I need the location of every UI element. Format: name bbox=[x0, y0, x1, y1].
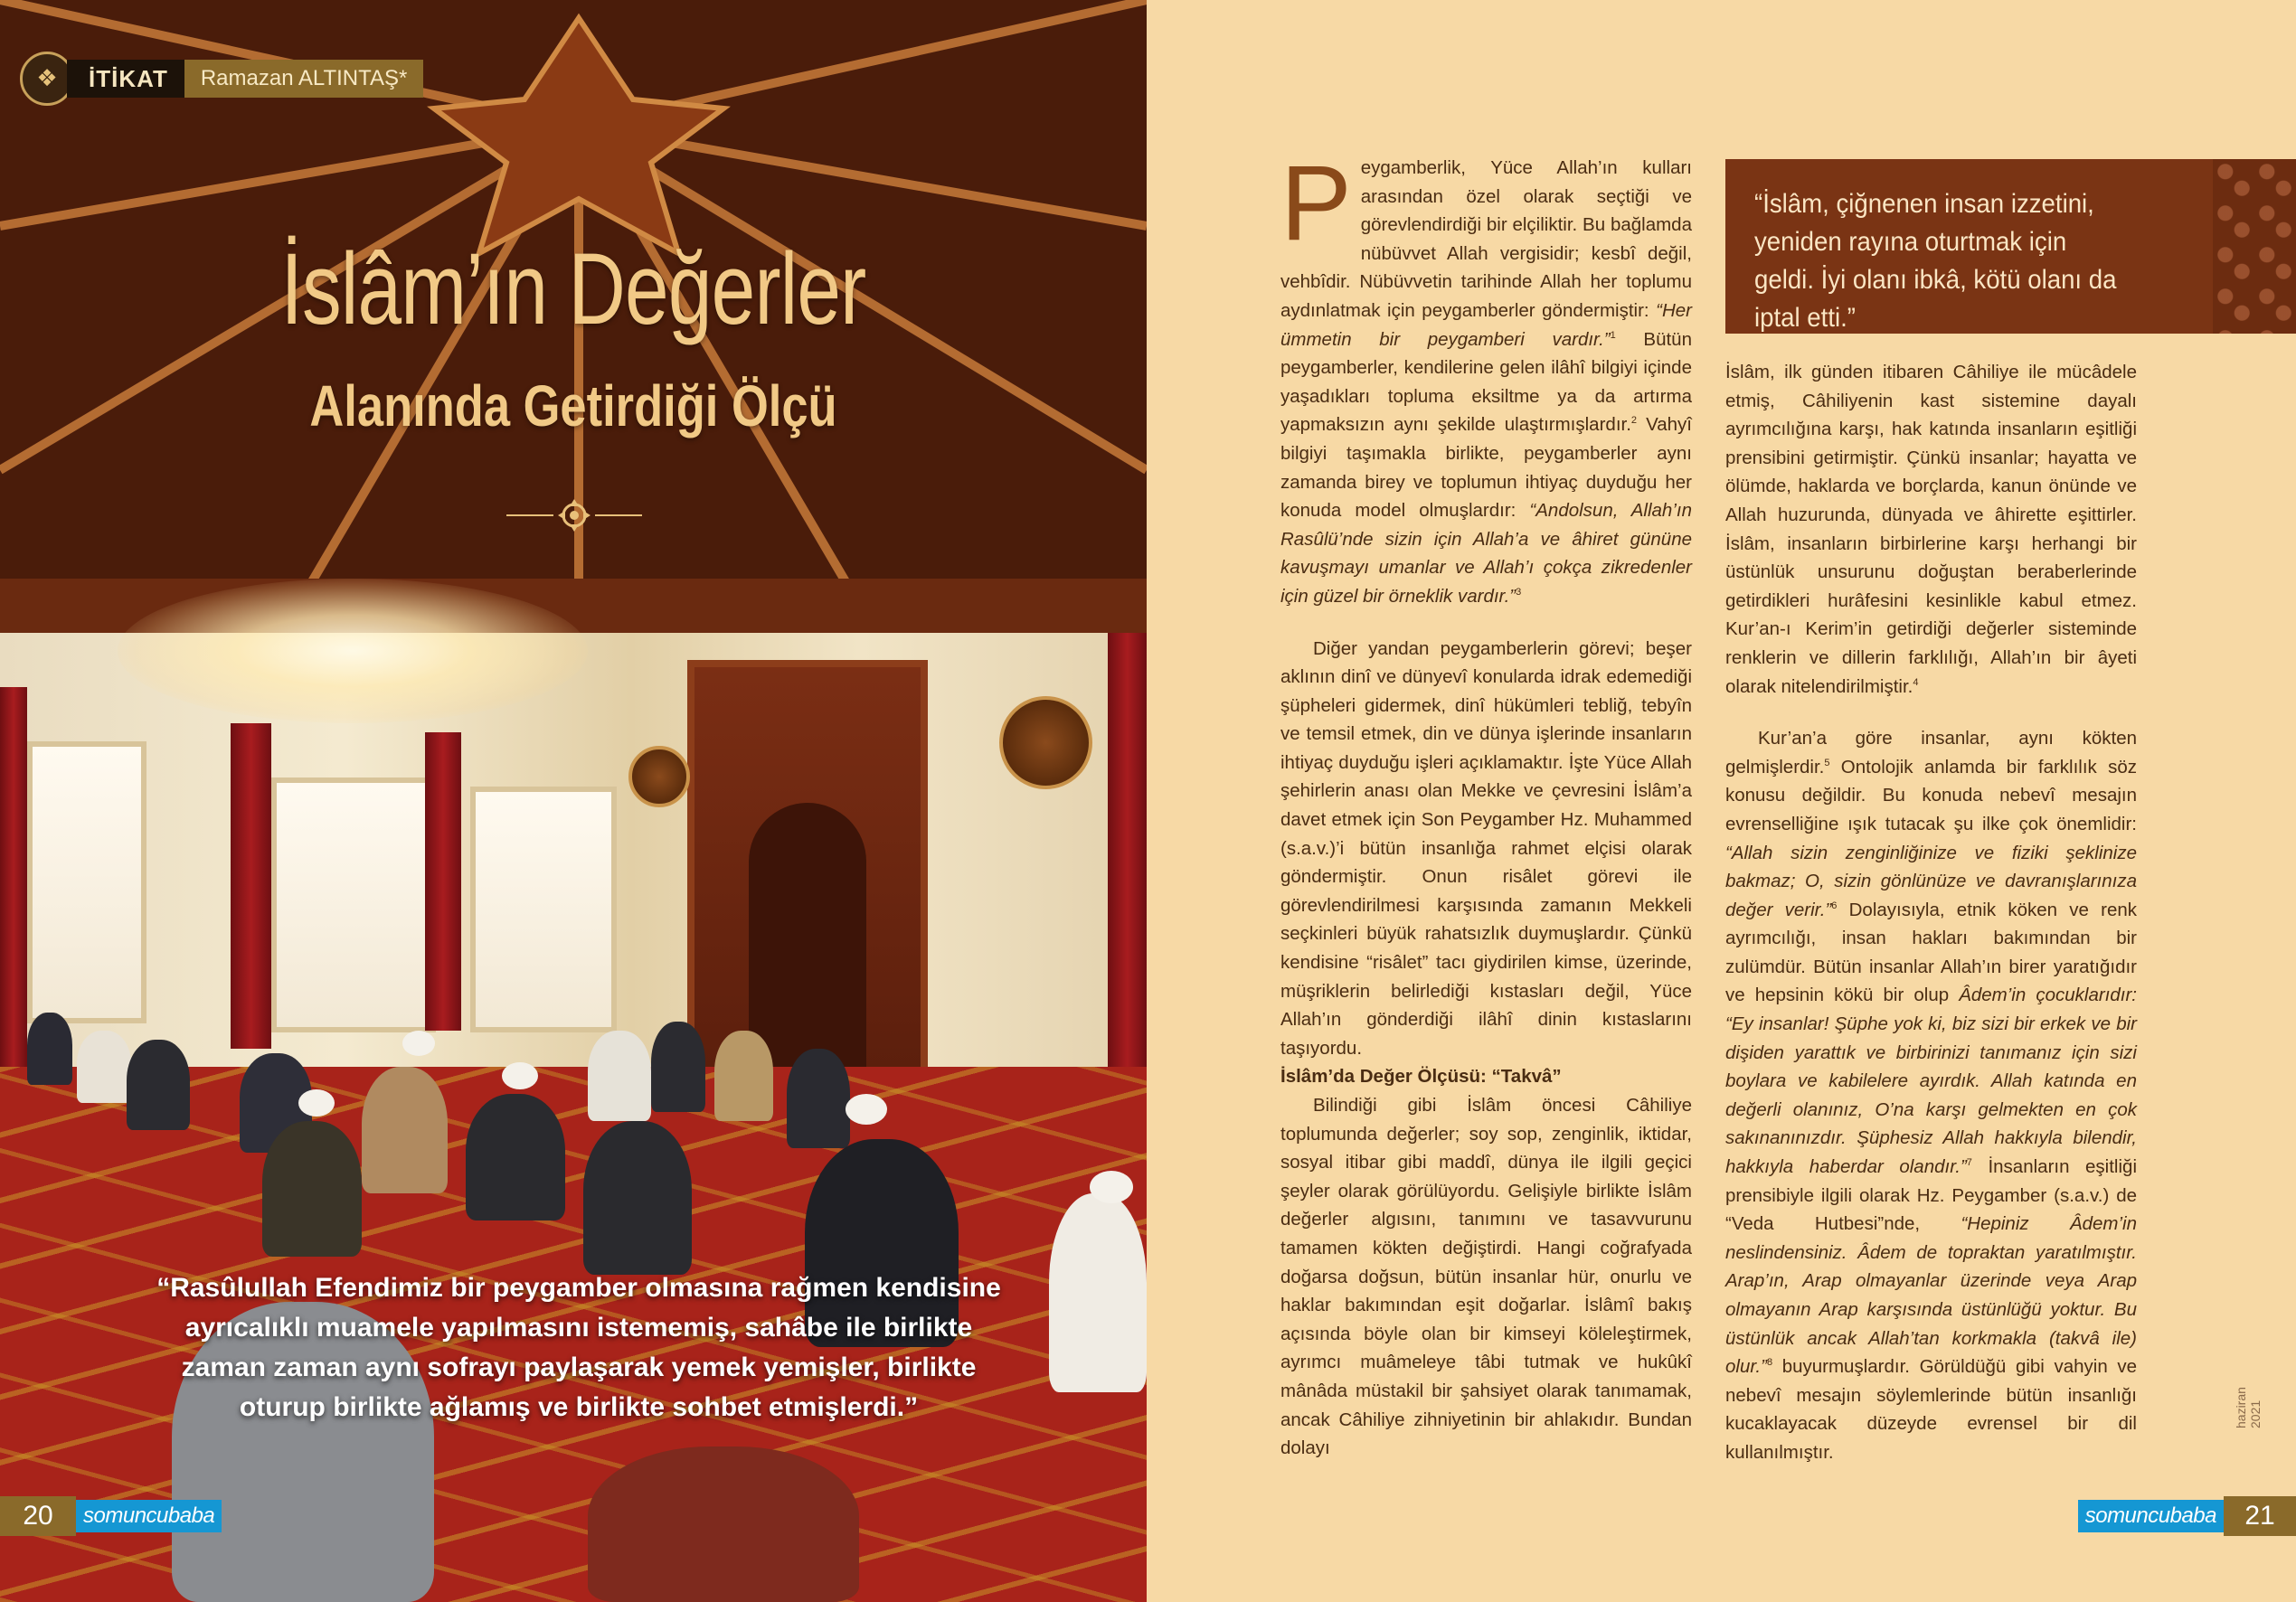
worshipper bbox=[127, 1040, 190, 1130]
paragraph: Diğer yandan peygamberlerin görevi; beşer aklının dinî ve dünyevî konularda idrak edemediği şüpheleri gidermek, dinî hükümleri tebliğ, tebyîn ve temsil etmek, din ve dünya işlerinde insanların ihtiyaç duyduğu işleri açıklamaktır. İşte Yüce Allah şehirlerin anası olan Mekke ve çevresini İslâm’a davet etmek için Son Peygamber Hz. Muhammed (s.a.v.)’i bütün insanlığa rahmet elçisi olarak göndermiştir. Onun risâlet görevi ile görevlendirilmesi karşısında zamanın Mekkeli seçkinleri büyük rahatsızlık duymuşlardır. Çünkü kendisine “risâlet” tacı giydirilen kimse, üzerinde, müşriklerin belirlediği kıstasları değil, Yüce Allah’ın gönderdiği ilâhî dinin kıstaslarını taşıyordu. bbox=[1280, 637, 1692, 1059]
worshipper bbox=[588, 1031, 651, 1121]
footer-left bbox=[0, 1496, 222, 1536]
window bbox=[470, 787, 617, 1032]
article-column-1: Peygamberlik, Yüce Allah’ın kulları arasından özel olarak seçtiği ve görevlendirdiği bir elçiliktir. Bu bağlamda nübüvvet Allah vergisidir; kesbî değil, vehbîdir. Nübüvvetin tarihinde Allah her toplumu aydınlatmak için peygamberler göndermiştir: “Her ümmetin bir peygamberi vardır.”$^1$ Bütün peygamberler, kendilerine gelen ilâhî bilgiyi içinde yaşadıkları topluma eksiltme ya da artırma yapmaksızın aynı şekilde ulaştırmışlardır.$^2$ Vahyî bilgiyi taşımakla birlikte, peygamberler aynı zamanda birey ve toplumun ihtiyaç duyduğu her konuda model olmuşlardır: “Andolsun, Allah’ın Rasûlü’nde sizin için Allah’a ve âhiret gününe kavuşmayı umanlar ve Allah’ı çokça zikredenler için güzel bir örneklik vardır.”$^3$ Diğer yandan peygamberlerin görevi; beşer aklının dinî ve dünyevî konularda idrak edemediği şüpheleri gidermek, dinî hükümleri tebliğ, tebyîn ve temsil etmek, din ve dünya işlerinde insanların ihtiyaç duyduğu işleri açıklamaktır. İşte Yüce Allah şehirlerin anası olan Mekke ve çevresini İslâm’a davet etmek için Son Peygamber Hz. Muhammed (s.a.v.)’i bütün insanlığa rahmet elçisi olarak göndermiştir. Onun risâlet görevi ile görevlendirilmesi karşısında zamanın Mekkeli seçkinleri büyük rahatsızlık duymuşlardır. Çünkü kendisine “risâlet” tacı giydirilen kimse, üzerinde, müşriklerin belirlediği kıstasları değil, Yüce Allah’ın gönderdiği ilâhî dinin kıstaslarını taşıyordu. İslâm’da Değer Ölçüsü: “Takvâ” Bilindiği gibi İslâm öncesi Câhiliye toplumunda değerler; soy sop, zenginlik, iktidar, sosyal itibar gibi maddî, dünya ile ilgili geçici şeyler olarak görülüyordu. Gelişiyle birlikte İslâm değerler algısını, tanımını ve tasavvurunu tamamen kökten değiştirdi. Hangi coğrafyada doğarsa doğsun, bütün insanlar hür, onurlu ve haklar bakımından eşit doğarlar. İslâmî bakış açısında böyle olan bir kimseyi köleleştirmek, ayrımcı muâmeleye tâbi tutmak ve hukûkî mânâda müstakil bir şahsiyet olarak tanımamak, ancak Câhiliye zihniyetinin bir ahlakıdır. Bundan dolayı bbox=[1280, 154, 1692, 1463]
curtain bbox=[1108, 633, 1147, 1103]
pull-quote: “İslâm, çiğnenen insan izzetini, yeniden rayına oturtmak için geldi. İyi olanı ibkâ, kötü olanı da iptal etti.” bbox=[1754, 189, 2117, 333]
worshipper bbox=[262, 1121, 362, 1257]
curtain bbox=[231, 723, 271, 1049]
worshipper bbox=[1049, 1193, 1147, 1392]
section-subheading: İslâm’da Değer Ölçüsü: “Takvâ” bbox=[1280, 1066, 1562, 1088]
magazine-brand-logo: somuncubaba bbox=[2078, 1500, 2224, 1532]
article-author: Ramazan ALTINTAŞ* bbox=[184, 60, 424, 98]
worshipper bbox=[588, 1447, 859, 1602]
worshipper bbox=[466, 1094, 565, 1220]
issue-date: haziran 2021 bbox=[2234, 1387, 2263, 1428]
calligraphy-plate bbox=[628, 746, 690, 807]
mihrab bbox=[687, 660, 928, 1099]
arabesque-pattern bbox=[2213, 159, 2296, 334]
worshipper bbox=[27, 1013, 72, 1085]
worshipper bbox=[787, 1049, 850, 1148]
page-number-left: 20 bbox=[0, 1496, 76, 1536]
paragraph: Bilindiği gibi İslâm öncesi Câhiliye toplumunda değerler; soy sop, zenginlik, iktidar, sosyal itibar gibi maddî, dünya ile ilgili geçici şeyler olarak görülüyordu. Gelişiyle birlikte İslâm değerler algısını, tanımını ve tasavvurunu tamamen kökten değiştirdi. Hangi coğrafyada doğarsa doğsun, bütün insanlar hür, onurlu ve haklar bakımından eşit doğarlar. İslâmî bakış açısında böyle olan bir kimseyi köleleştirmek, ayrımcı muâmeleye tâbi tutmak ve hukûkî mânâda müstakil bir şahsiyet olarak tanımamak, ancak Câhiliye zihniyetinin bir ahlakıdır. Bundan dolayı bbox=[1280, 1095, 1692, 1459]
curtain bbox=[0, 687, 27, 1076]
calligraphy-plate bbox=[999, 696, 1092, 789]
worshipper bbox=[651, 1022, 705, 1112]
worshipper bbox=[714, 1031, 773, 1121]
section-badge bbox=[20, 54, 423, 103]
worshipper bbox=[583, 1121, 692, 1275]
photo-caption-quote: “Rasûlullah Efendimiz bir peygamber olmasına rağmen kendisine ayrıcalıklı muamele yapılmasını istememiş, sahâbe ile birlikte zaman zaman aynı sofrayı paylaşarak yemek yemişler, birlikte oturup birlikte ağlamış ve birlikte sohbet etmişlerdi.” bbox=[156, 1273, 1001, 1422]
worshipper bbox=[362, 1067, 448, 1193]
title-ornament-icon bbox=[506, 495, 642, 535]
drop-cap: P bbox=[1280, 144, 1352, 263]
magazine-brand-logo: somuncubaba bbox=[76, 1500, 222, 1532]
window bbox=[271, 777, 436, 1032]
worshipper bbox=[77, 1031, 131, 1103]
footer-right bbox=[2078, 1496, 2296, 1536]
chandelier bbox=[118, 579, 588, 723]
curtain bbox=[425, 732, 461, 1031]
article-column-2: İslâm, ilk günden itibaren Câhiliye ile mücâdele etmiş, Câhiliyenin kast sistemine dayalı ayrımcılığına karşı, hak katında insanların eşitliği prensibini getirmiştir. Çünkü insanlar; hayatta ve ölümde, haklarda ve borçlarda, kanun önünde ve Allah huzurunda, dünyada ve âhirette eşittirler. İslâm, insanların birbirlerine karşı herhangi bir üstünlük unsurunu doğuştan beraberlerinde getirdikleri hurâfesini kesinlikle kabul etmez. Kur’an-ı Kerim’in getirdiği değerler sisteminde renklerin ve dillerin farklılığı, Allah’ın bir âyeti olarak nitelendirilmiştir.$^4$ Kur’an’a göre insanlar, aynı kökten gelmişlerdir.$^5$ Ontolojik anlamda bir farklılık söz konusu değildir. Bu konuda nebevî mesajın evrenselliğine ışık tutacak şu ilke çok önemlidir: “Allah sizin zenginliğinize ve fiziki şeklinize bakmaz; O, sizin gönlünüze ve davranışlarınıza değer verir.”$^6$ Dolayısıyla, etnik köken ve renk ayrımcılığı, insan hakları bakımından bir zulümdür. Bütün insanlar Allah’ın birer yaratığıdır ve hepsinin kökü bir olup Âdem’in çocuklarıdır: “Ey insanlar! Şüphe yok ki, biz sizi bir erkek ve bir dişiden yarattık ve birbirinizi tanımanız için sizi boylara ve kabilelere ayırdık. Allah katında en değerli olanınız, O’na karşı gelmekten en çok sakınanınızdır. Şüphesiz Allah hakkıyla bilendir, hakkıyla haberdar olandır.”$^7$ İnsanların eşitliği prensibiyle ilgili olarak Hz. Peygamber (s.a.v.) de “Veda Hutbesi”nde, “Hepiniz Âdem’in neslindensiniz. Âdem de topraktan yaratılmıştır. Arap’ın, Arap olmayanlar üzerinde veya Arap olmayanın Arap karşısında üstünlüğü yoktur. Bu üstünlük ancak Allah’tan korkmakla (takvâ ile) olur.”$^8$ buyurmuşlardır. Görüldüğü gibi vahyin ve nebevî mesajın söylemlerinde bütün insanlığı kucaklayacak düzeyde evrensel bir dil kullanılmıştır. bbox=[1725, 362, 2138, 1463]
article-subtitle: Alanında Getirdiği Ölçü bbox=[309, 373, 837, 438]
page-number-right: 21 bbox=[2224, 1496, 2296, 1536]
left-page-photo bbox=[0, 0, 1147, 1602]
section-category: İTİKAT bbox=[67, 60, 184, 98]
ornament-emblem-icon: ❖ bbox=[20, 52, 74, 106]
window bbox=[27, 741, 146, 1023]
article-title: İslâm’ın Değerler bbox=[280, 232, 866, 345]
